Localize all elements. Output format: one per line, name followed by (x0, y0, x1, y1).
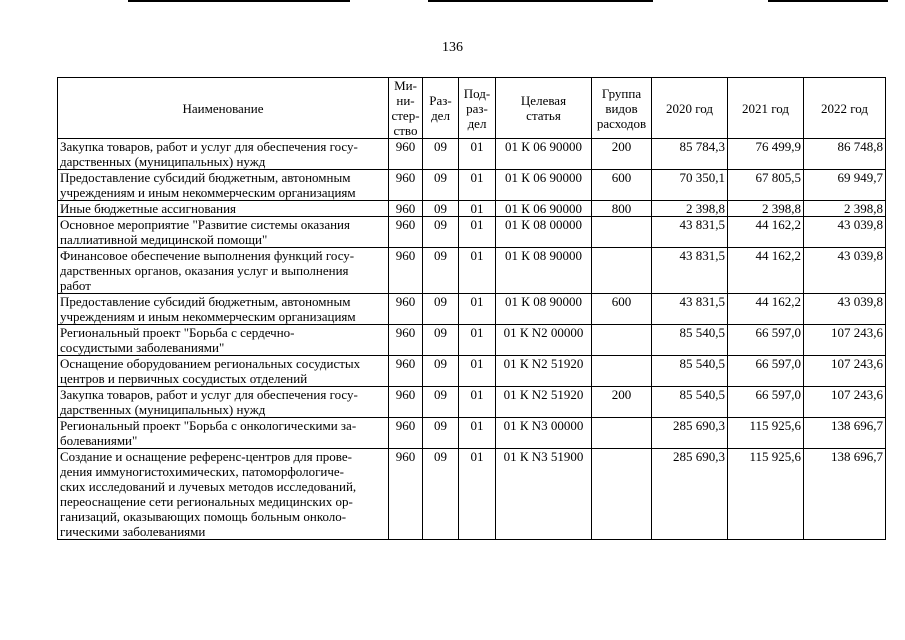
column-header-2021: 2021 год (728, 78, 804, 139)
row-ministry: 960 (389, 139, 423, 170)
row-subsection: 01 (459, 387, 496, 418)
row-expense-group (592, 248, 652, 294)
row-name: Иные бюджетные ассигнования (58, 201, 389, 217)
row-value-2020: 70 350,1 (652, 170, 728, 201)
row-ministry: 960 (389, 201, 423, 217)
row-target-article: 01 К 08 00000 (496, 217, 592, 248)
row-value-2020: 85 540,5 (652, 356, 728, 387)
row-ministry: 960 (389, 294, 423, 325)
row-ministry: 960 (389, 418, 423, 449)
page-number: 136 (442, 40, 463, 55)
row-value-2022: 43 039,8 (804, 294, 886, 325)
row-value-2020: 43 831,5 (652, 294, 728, 325)
table-row (58, 418, 886, 449)
row-expense-group (592, 217, 652, 248)
row-expense-group: 200 (592, 387, 652, 418)
row-value-2020: 285 690,3 (652, 418, 728, 449)
row-name: Основное мероприятие "Развитие системы оказания паллиативной медицинской помощи" (58, 217, 389, 248)
row-ministry: 960 (389, 325, 423, 356)
row-ministry: 960 (389, 387, 423, 418)
column-header-name: Наименование (58, 78, 389, 139)
top-rule (428, 0, 653, 2)
row-name: Предоставление субсидий бюджетным, автономным учреждениям и иным некоммерческим организациям (58, 294, 389, 325)
row-section: 09 (423, 139, 459, 170)
row-subsection: 01 (459, 217, 496, 248)
table-row (58, 325, 886, 356)
row-value-2022: 69 949,7 (804, 170, 886, 201)
row-name: Создание и оснащение референс-центров для прове- дения иммуногистохимических, патоморфологиче- ских исследований и лучевых методов исследований, переоснащение сети региональных медицинских ор- ганизаций, оказывающих помощь больным онколо- гическими заболеваниями (58, 449, 389, 540)
row-value-2020: 85 540,5 (652, 387, 728, 418)
row-name: Оснащение оборудованием региональных сосудистых центров и первичных сосудистых отделений (58, 356, 389, 387)
row-name: Региональный проект "Борьба с онкологическими за- болеваниями" (58, 418, 389, 449)
row-ministry: 960 (389, 248, 423, 294)
row-value-2020: 85 540,5 (652, 325, 728, 356)
row-name: Закупка товаров, работ и услуг для обеспечения госу- дарственных (муниципальных) нужд (58, 387, 389, 418)
row-subsection: 01 (459, 325, 496, 356)
row-target-article: 01 К 06 90000 (496, 139, 592, 170)
top-rule (768, 0, 888, 2)
table-row (58, 387, 886, 418)
row-section: 09 (423, 170, 459, 201)
row-expense-group: 600 (592, 294, 652, 325)
row-expense-group (592, 356, 652, 387)
row-name: Региональный проект "Борьба с сердечно- сосудистыми заболеваниями" (58, 325, 389, 356)
row-target-article: 01 К N2 51920 (496, 356, 592, 387)
row-subsection: 01 (459, 248, 496, 294)
row-value-2021: 44 162,2 (728, 294, 804, 325)
row-expense-group: 200 (592, 139, 652, 170)
row-name: Закупка товаров, работ и услуг для обеспечения госу- дарственных (муниципальных) нужд (58, 139, 389, 170)
row-value-2022: 43 039,8 (804, 217, 886, 248)
row-value-2022: 107 243,6 (804, 325, 886, 356)
row-name: Финансовое обеспечение выполнения функций госу- дарственных органов, оказания услуг и выполнения работ (58, 248, 389, 294)
row-ministry: 960 (389, 449, 423, 540)
row-section: 09 (423, 449, 459, 540)
column-header-section: Раз- дел (423, 78, 459, 139)
row-section: 09 (423, 217, 459, 248)
row-value-2020: 2 398,8 (652, 201, 728, 217)
table-row (58, 170, 886, 201)
row-subsection: 01 (459, 170, 496, 201)
table-row (58, 248, 886, 294)
row-value-2020: 85 784,3 (652, 139, 728, 170)
row-expense-group (592, 418, 652, 449)
row-value-2022: 43 039,8 (804, 248, 886, 294)
table-row (58, 294, 886, 325)
row-value-2022: 107 243,6 (804, 387, 886, 418)
row-value-2021: 66 597,0 (728, 356, 804, 387)
column-header-2020: 2020 год (652, 78, 728, 139)
row-ministry: 960 (389, 356, 423, 387)
row-value-2022: 107 243,6 (804, 356, 886, 387)
table-row (58, 201, 886, 217)
row-section: 09 (423, 325, 459, 356)
table-row (58, 217, 886, 248)
row-subsection: 01 (459, 139, 496, 170)
row-value-2021: 66 597,0 (728, 325, 804, 356)
budget-table (57, 77, 886, 540)
table-body (58, 139, 886, 540)
row-value-2021: 2 398,8 (728, 201, 804, 217)
row-value-2021: 115 925,6 (728, 449, 804, 540)
row-expense-group: 800 (592, 201, 652, 217)
row-subsection: 01 (459, 449, 496, 540)
row-section: 09 (423, 356, 459, 387)
row-expense-group (592, 325, 652, 356)
row-section: 09 (423, 418, 459, 449)
row-target-article: 01 К N2 00000 (496, 325, 592, 356)
row-value-2021: 44 162,2 (728, 248, 804, 294)
row-value-2020: 43 831,5 (652, 217, 728, 248)
row-target-article: 01 К N3 51900 (496, 449, 592, 540)
row-value-2021: 115 925,6 (728, 418, 804, 449)
row-value-2021: 44 162,2 (728, 217, 804, 248)
column-header-2022: 2022 год (804, 78, 886, 139)
row-value-2021: 67 805,5 (728, 170, 804, 201)
row-ministry: 960 (389, 170, 423, 201)
row-target-article: 01 К 08 90000 (496, 248, 592, 294)
row-section: 09 (423, 248, 459, 294)
row-subsection: 01 (459, 294, 496, 325)
column-header-ministry: Ми- ни- стер- ство (389, 78, 423, 139)
row-value-2022: 138 696,7 (804, 418, 886, 449)
row-value-2020: 285 690,3 (652, 449, 728, 540)
row-subsection: 01 (459, 356, 496, 387)
row-ministry: 960 (389, 217, 423, 248)
table-row (58, 449, 886, 540)
column-header-target-article: Целевая статья (496, 78, 592, 139)
table-header-row (58, 78, 886, 139)
row-value-2022: 86 748,8 (804, 139, 886, 170)
row-target-article: 01 К N3 00000 (496, 418, 592, 449)
row-expense-group: 600 (592, 170, 652, 201)
row-section: 09 (423, 387, 459, 418)
row-value-2022: 138 696,7 (804, 449, 886, 540)
row-section: 09 (423, 201, 459, 217)
column-header-expense-group: Группа видов расходов (592, 78, 652, 139)
table-row (58, 356, 886, 387)
row-section: 09 (423, 294, 459, 325)
row-value-2021: 76 499,9 (728, 139, 804, 170)
top-rule (128, 0, 350, 2)
row-value-2020: 43 831,5 (652, 248, 728, 294)
row-value-2022: 2 398,8 (804, 201, 886, 217)
row-target-article: 01 К 06 90000 (496, 170, 592, 201)
row-subsection: 01 (459, 418, 496, 449)
row-name: Предоставление субсидий бюджетным, автономным учреждениям и иным некоммерческим организациям (58, 170, 389, 201)
row-subsection: 01 (459, 201, 496, 217)
column-header-subsection: Под- раз- дел (459, 78, 496, 139)
row-target-article: 01 К 06 90000 (496, 201, 592, 217)
row-target-article: 01 К 08 90000 (496, 294, 592, 325)
row-value-2021: 66 597,0 (728, 387, 804, 418)
row-expense-group (592, 449, 652, 540)
row-target-article: 01 К N2 51920 (496, 387, 592, 418)
table-row (58, 139, 886, 170)
